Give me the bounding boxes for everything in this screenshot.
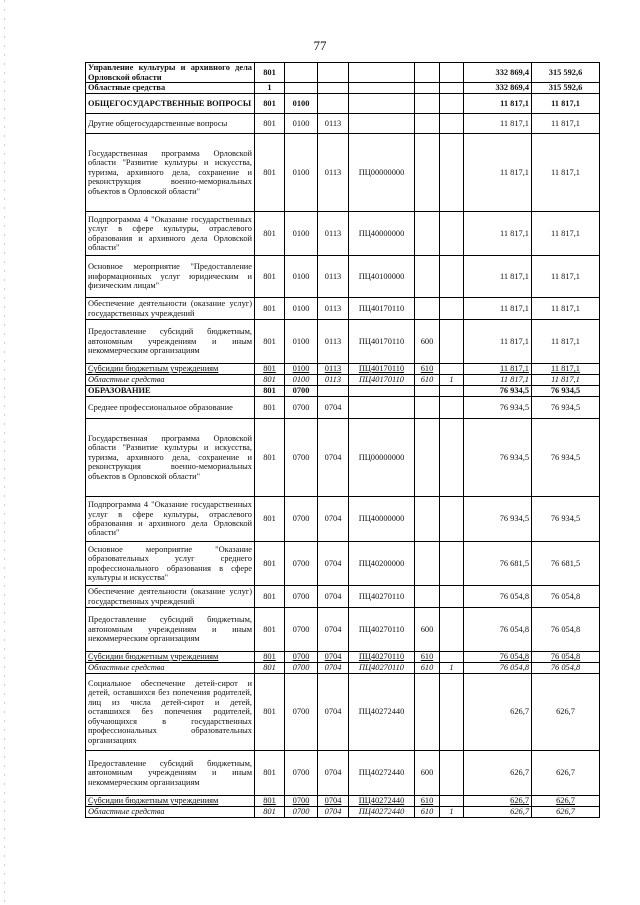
row-source-code: 1	[440, 663, 464, 674]
page-number: 77	[313, 38, 327, 53]
row-target-article-code	[349, 386, 415, 397]
row-expense-type-code	[415, 114, 440, 134]
row-section-code: 0100	[285, 212, 318, 256]
row-subsection-code: 0704	[318, 751, 349, 796]
row-amount-year-2: 76 681,5	[532, 542, 600, 586]
table-row	[86, 256, 600, 298]
row-ved-code: 801	[255, 212, 285, 256]
row-expense-type-code: 600	[415, 320, 440, 364]
table-row	[86, 663, 600, 674]
row-target-article-code	[349, 63, 415, 83]
row-expense-type-code: 610	[415, 375, 440, 386]
row-expense-type-code	[415, 256, 440, 298]
row-source-code	[440, 497, 464, 542]
row-subsection-code: 0113	[318, 134, 349, 212]
row-ved-code: 801	[255, 751, 285, 796]
row-source-code	[440, 298, 464, 320]
row-target-article-code: ПЦ40000000	[349, 212, 415, 256]
row-ved-code: 801	[255, 397, 285, 419]
row-ved-code: 801	[255, 674, 285, 751]
row-expense-type-code: 610	[415, 364, 440, 375]
row-amount-year-1: 76 054,8	[464, 663, 532, 674]
row-target-article-code	[349, 397, 415, 419]
row-amount-year-1: 76 934,5	[464, 419, 532, 497]
row-source-code	[440, 320, 464, 364]
row-source-code	[440, 674, 464, 751]
row-name-cell: Субсидии бюджетным учреждениям	[86, 796, 255, 807]
row-section-code: 0700	[285, 608, 318, 652]
row-target-article-code: ПЦ40270110	[349, 663, 415, 674]
row-amount-year-2: 11 817,1	[532, 320, 600, 364]
row-amount-year-1: 11 817,1	[464, 375, 532, 386]
row-section-code: 0700	[285, 386, 318, 397]
row-target-article-code: ПЦ40200000	[349, 542, 415, 586]
row-section-code: 0700	[285, 796, 318, 807]
row-amount-year-2: 76 054,8	[532, 608, 600, 652]
row-source-code	[440, 114, 464, 134]
row-amount-year-1: 76 054,8	[464, 652, 532, 663]
row-amount-year-2: 11 817,1	[532, 134, 600, 212]
table-row	[86, 83, 600, 94]
table-row	[86, 608, 600, 652]
row-source-code	[440, 94, 464, 114]
row-expense-type-code	[415, 397, 440, 419]
row-amount-year-1: 626,7	[464, 674, 532, 751]
row-section-code	[285, 83, 318, 94]
row-amount-year-2: 76 054,8	[532, 652, 600, 663]
row-subsection-code: 0704	[318, 807, 349, 818]
row-target-article-code: ПЦ40170110	[349, 298, 415, 320]
row-section-code: 0100	[285, 134, 318, 212]
budget-table-body	[86, 63, 600, 818]
scan-edge-mark	[4, 0, 5, 905]
row-expense-type-code: 610	[415, 807, 440, 818]
row-amount-year-2: 11 817,1	[532, 212, 600, 256]
row-section-code: 0700	[285, 397, 318, 419]
row-ved-code: 801	[255, 807, 285, 818]
row-source-code	[440, 212, 464, 256]
table-row	[86, 674, 600, 751]
row-subsection-code: 0113	[318, 256, 349, 298]
row-amount-year-1: 76 054,8	[464, 586, 532, 608]
row-amount-year-2: 11 817,1	[532, 298, 600, 320]
row-section-code: 0700	[285, 652, 318, 663]
row-ved-code: 801	[255, 497, 285, 542]
row-section-code: 0700	[285, 807, 318, 818]
row-section-code: 0700	[285, 542, 318, 586]
table-row	[86, 320, 600, 364]
row-source-code	[440, 256, 464, 298]
row-target-article-code: ПЦ40272440	[349, 807, 415, 818]
row-name-cell: ОБЩЕГОСУДАРСТВЕННЫЕ ВОПРОСЫ	[86, 94, 255, 114]
row-amount-year-2: 76 934,5	[532, 386, 600, 397]
row-section-code: 0700	[285, 674, 318, 751]
row-amount-year-1: 11 817,1	[464, 364, 532, 375]
row-name-cell: Областные средства	[86, 83, 255, 94]
table-row	[86, 114, 600, 134]
row-name-cell: Областные средства	[86, 807, 255, 818]
table-row	[86, 386, 600, 397]
row-amount-year-2: 76 054,8	[532, 663, 600, 674]
row-ved-code: 801	[255, 586, 285, 608]
row-section-code: 0700	[285, 663, 318, 674]
row-name-cell: Государственная программа Орловской области "Развитие культуры и искусства, туризма, архивного дела, сохранение и реконструкция военно-мемориальных объектов в Орловской области"	[86, 134, 255, 212]
row-amount-year-1: 76 054,8	[464, 608, 532, 652]
row-target-article-code: ПЦ00000000	[349, 419, 415, 497]
row-subsection-code	[318, 83, 349, 94]
row-expense-type-code: 610	[415, 652, 440, 663]
row-source-code	[440, 608, 464, 652]
row-section-code: 0100	[285, 94, 318, 114]
row-section-code: 0100	[285, 114, 318, 134]
row-name-cell: Предоставление субсидий бюджетным, автономным учреждениям и иным некоммерческим организациям	[86, 320, 255, 364]
row-subsection-code: 0113	[318, 320, 349, 364]
row-name-cell: Областные средства	[86, 375, 255, 386]
row-section-code: 0100	[285, 364, 318, 375]
row-section-code: 0700	[285, 419, 318, 497]
row-expense-type-code	[415, 674, 440, 751]
row-amount-year-1: 76 934,5	[464, 497, 532, 542]
row-source-code	[440, 419, 464, 497]
row-source-code	[440, 386, 464, 397]
row-amount-year-2: 11 817,1	[532, 256, 600, 298]
row-section-code: 0100	[285, 375, 318, 386]
row-name-cell: Субсидии бюджетным учреждениям	[86, 364, 255, 375]
row-amount-year-1: 11 817,1	[464, 298, 532, 320]
row-target-article-code: ПЦ40000000	[349, 497, 415, 542]
row-amount-year-1: 11 817,1	[464, 134, 532, 212]
row-target-article-code: ПЦ40272440	[349, 674, 415, 751]
row-expense-type-code	[415, 298, 440, 320]
row-name-cell: Социальное обеспечение детей-сирот и детей, оставшихся без попечения родителей, лиц из числа детей-сирот и детей, оставшихся без попечения родителей, обучающихся в государственных профессиональных образовательных организациях	[86, 674, 255, 751]
table-row	[86, 751, 600, 796]
row-target-article-code: ПЦ40270110	[349, 652, 415, 663]
row-amount-year-1: 11 817,1	[464, 94, 532, 114]
row-ved-code: 801	[255, 298, 285, 320]
table-row	[86, 364, 600, 375]
row-name-cell: Основное мероприятие "Оказание образовательных услуг среднего профессионального образования в сфере культуры и искусства"	[86, 542, 255, 586]
row-expense-type-code: 600	[415, 608, 440, 652]
table-row	[86, 807, 600, 818]
table-row	[86, 586, 600, 608]
row-expense-type-code	[415, 63, 440, 83]
row-name-cell: ОБРАЗОВАНИЕ	[86, 386, 255, 397]
row-ved-code: 801	[255, 663, 285, 674]
table-row	[86, 375, 600, 386]
row-source-code	[440, 586, 464, 608]
row-amount-year-1: 11 817,1	[464, 256, 532, 298]
row-target-article-code: ПЦ40272440	[349, 796, 415, 807]
row-ved-code: 1	[255, 83, 285, 94]
row-source-code	[440, 63, 464, 83]
row-source-code: 1	[440, 375, 464, 386]
row-amount-year-2: 11 817,1	[532, 364, 600, 375]
row-subsection-code: 0704	[318, 674, 349, 751]
row-expense-type-code: 600	[415, 751, 440, 796]
row-ved-code: 801	[255, 542, 285, 586]
row-name-cell: Среднее профессиональное образование	[86, 397, 255, 419]
row-amount-year-2: 626,7	[532, 796, 600, 807]
row-ved-code: 801	[255, 652, 285, 663]
row-name-cell: Подпрограмма 4 "Оказание государственных услуг в сфере культуры, отраслевого образования и архивного дела Орловской области"	[86, 212, 255, 256]
row-section-code: 0100	[285, 320, 318, 364]
row-name-cell: Основное мероприятие "Предоставление информационных услуг юридическим и физическим лицам"	[86, 256, 255, 298]
row-ved-code: 801	[255, 608, 285, 652]
row-amount-year-2: 626,7	[532, 751, 600, 796]
row-amount-year-2: 626,7	[532, 807, 600, 818]
row-section-code: 0100	[285, 256, 318, 298]
row-expense-type-code	[415, 94, 440, 114]
row-target-article-code: ПЦ40170110	[349, 375, 415, 386]
row-amount-year-1: 626,7	[464, 796, 532, 807]
row-amount-year-1: 76 934,5	[464, 386, 532, 397]
row-ved-code: 801	[255, 94, 285, 114]
row-name-cell: Обеспечение деятельности (оказание услуг) государственных учреждений	[86, 298, 255, 320]
row-subsection-code: 0704	[318, 419, 349, 497]
row-amount-year-1: 76 934,5	[464, 397, 532, 419]
row-subsection-code: 0704	[318, 497, 349, 542]
row-target-article-code	[349, 114, 415, 134]
row-section-code	[285, 63, 318, 83]
row-subsection-code: 0113	[318, 364, 349, 375]
row-ved-code: 801	[255, 419, 285, 497]
table-row	[86, 542, 600, 586]
row-expense-type-code	[415, 419, 440, 497]
table-row	[86, 419, 600, 497]
table-row	[86, 796, 600, 807]
row-expense-type-code: 610	[415, 663, 440, 674]
row-source-code	[440, 364, 464, 375]
row-ved-code: 801	[255, 256, 285, 298]
row-name-cell: Субсидии бюджетным учреждениям	[86, 652, 255, 663]
row-expense-type-code	[415, 212, 440, 256]
row-subsection-code: 0704	[318, 542, 349, 586]
row-subsection-code	[318, 63, 349, 83]
row-section-code: 0700	[285, 586, 318, 608]
row-subsection-code: 0113	[318, 114, 349, 134]
row-name-cell: Обеспечение деятельности (оказание услуг) государственных учреждений	[86, 586, 255, 608]
row-subsection-code: 0113	[318, 375, 349, 386]
row-source-code: 1	[440, 807, 464, 818]
table-row	[86, 63, 600, 83]
row-ved-code: 801	[255, 63, 285, 83]
table-row	[86, 652, 600, 663]
row-amount-year-1: 626,7	[464, 751, 532, 796]
row-name-cell: Другие общегосударственные вопросы	[86, 114, 255, 134]
row-subsection-code	[318, 386, 349, 397]
row-source-code	[440, 83, 464, 94]
row-target-article-code: ПЦ40270110	[349, 608, 415, 652]
row-amount-year-1: 11 817,1	[464, 212, 532, 256]
row-ved-code: 801	[255, 114, 285, 134]
row-source-code	[440, 542, 464, 586]
row-ved-code: 801	[255, 375, 285, 386]
row-section-code: 0700	[285, 497, 318, 542]
table-row	[86, 497, 600, 542]
row-subsection-code: 0113	[318, 212, 349, 256]
row-target-article-code	[349, 94, 415, 114]
row-source-code	[440, 796, 464, 807]
row-target-article-code	[349, 83, 415, 94]
row-expense-type-code	[415, 83, 440, 94]
row-name-cell: Управление культуры и архивного дела Орловской области	[86, 63, 255, 83]
table-row	[86, 212, 600, 256]
row-ved-code: 801	[255, 134, 285, 212]
row-ved-code: 801	[255, 796, 285, 807]
row-subsection-code: 0704	[318, 608, 349, 652]
row-amount-year-2: 315 592,6	[532, 63, 600, 83]
row-amount-year-1: 626,7	[464, 807, 532, 818]
row-source-code	[440, 397, 464, 419]
row-target-article-code: ПЦ40170110	[349, 364, 415, 375]
row-section-code: 0100	[285, 298, 318, 320]
row-amount-year-2: 626,7	[532, 674, 600, 751]
row-subsection-code: 0704	[318, 663, 349, 674]
row-expense-type-code	[415, 586, 440, 608]
row-amount-year-1: 76 681,5	[464, 542, 532, 586]
row-amount-year-2: 76 934,5	[532, 497, 600, 542]
row-target-article-code: ПЦ00000000	[349, 134, 415, 212]
row-expense-type-code	[415, 386, 440, 397]
row-subsection-code: 0704	[318, 796, 349, 807]
row-ved-code: 801	[255, 364, 285, 375]
row-source-code	[440, 134, 464, 212]
row-section-code: 0700	[285, 751, 318, 796]
table-row	[86, 94, 600, 114]
row-subsection-code: 0704	[318, 586, 349, 608]
row-amount-year-2: 76 934,5	[532, 397, 600, 419]
row-amount-year-2: 315 592,6	[532, 83, 600, 94]
row-amount-year-2: 11 817,1	[532, 94, 600, 114]
row-target-article-code: ПЦ40170110	[349, 320, 415, 364]
row-amount-year-1: 11 817,1	[464, 114, 532, 134]
row-target-article-code: ПЦ40272440	[349, 751, 415, 796]
row-target-article-code: ПЦ40270110	[349, 586, 415, 608]
table-row	[86, 134, 600, 212]
table-row	[86, 397, 600, 419]
row-name-cell: Областные средства	[86, 663, 255, 674]
row-name-cell: Государственная программа Орловской области "Развитие культуры и искусства, туризма, архивного дела, сохранение и реконструкция военно-мемориальных объектов в Орловской области"	[86, 419, 255, 497]
row-amount-year-2: 11 817,1	[532, 114, 600, 134]
row-amount-year-2: 76 934,5	[532, 419, 600, 497]
row-expense-type-code	[415, 497, 440, 542]
row-amount-year-1: 332 869,4	[464, 83, 532, 94]
row-name-cell: Подпрограмма 4 "Оказание государственных услуг в сфере культуры, отраслевого образования и архивного дела Орловской области"	[86, 497, 255, 542]
row-name-cell: Предоставление субсидий бюджетным, автономным учреждениям и иным некоммерческим организациям	[86, 608, 255, 652]
row-subsection-code	[318, 94, 349, 114]
row-ved-code: 801	[255, 320, 285, 364]
budget-table	[85, 62, 600, 818]
table-row	[86, 298, 600, 320]
row-amount-year-1: 11 817,1	[464, 320, 532, 364]
row-target-article-code: ПЦ40100000	[349, 256, 415, 298]
row-source-code	[440, 652, 464, 663]
row-expense-type-code	[415, 134, 440, 212]
row-name-cell: Предоставление субсидий бюджетным, автономным учреждениям и иным некоммерческим организациям	[86, 751, 255, 796]
row-amount-year-2: 11 817,1	[532, 375, 600, 386]
row-subsection-code: 0704	[318, 652, 349, 663]
row-expense-type-code	[415, 542, 440, 586]
row-source-code	[440, 751, 464, 796]
row-subsection-code: 0113	[318, 298, 349, 320]
row-expense-type-code: 610	[415, 796, 440, 807]
row-amount-year-1: 332 869,4	[464, 63, 532, 83]
row-subsection-code: 0704	[318, 397, 349, 419]
row-ved-code: 801	[255, 386, 285, 397]
row-amount-year-2: 76 054,8	[532, 586, 600, 608]
